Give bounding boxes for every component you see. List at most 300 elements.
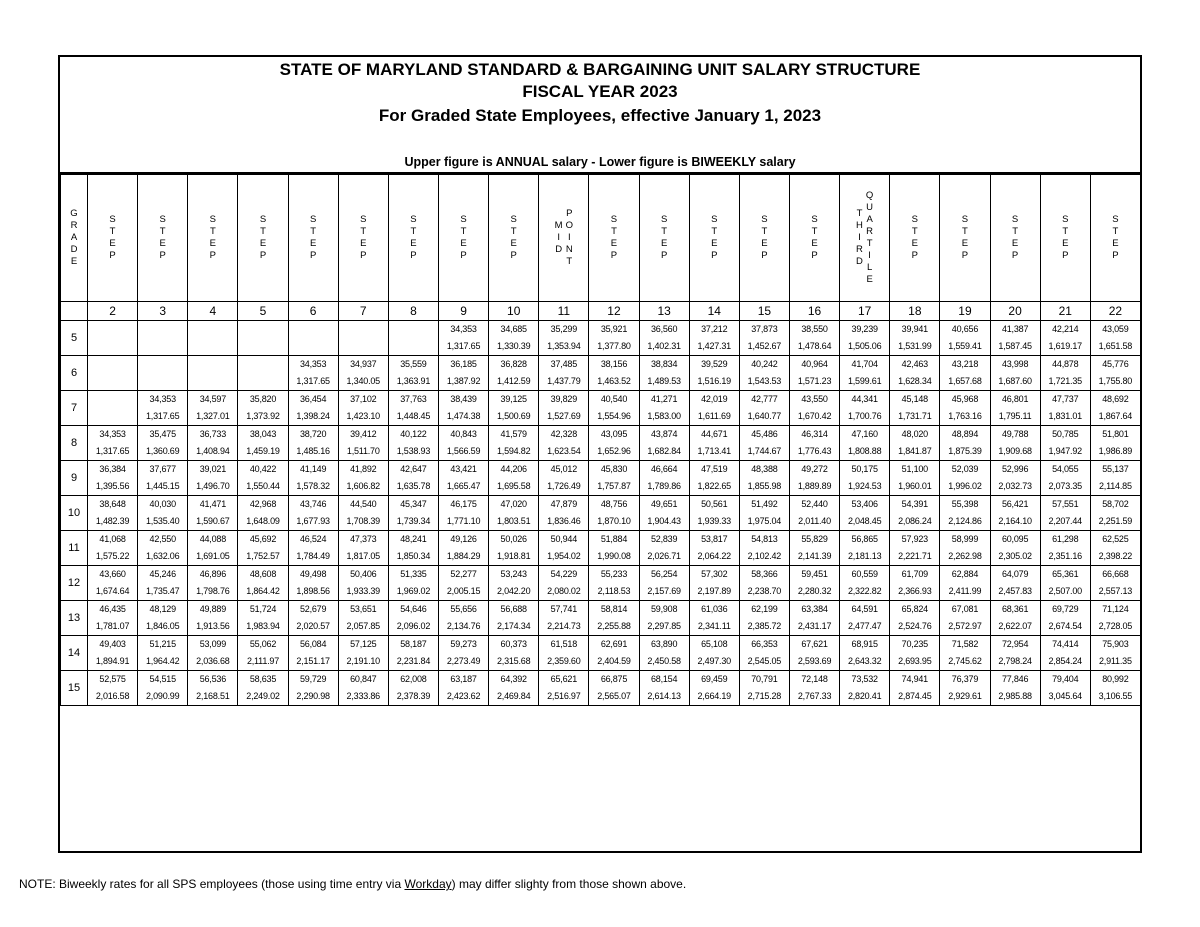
annual-salary: 38,043 (238, 426, 288, 444)
biweekly-salary: 1,652.96 (589, 443, 639, 461)
biweekly-salary: 2,042.20 (489, 583, 539, 601)
annual-salary: 43,095 (589, 426, 639, 444)
annual-salary: 58,187 (388, 636, 438, 654)
annual-salary: 46,175 (438, 496, 488, 514)
annual-salary: 79,404 (1040, 671, 1090, 689)
grade-label: 13 (61, 601, 88, 636)
biweekly-salary: 2,854.24 (1040, 653, 1090, 671)
annual-salary: 35,559 (388, 356, 438, 374)
annual-salary: 60,373 (489, 636, 539, 654)
biweekly-salary: 1,986.89 (1090, 443, 1140, 461)
annual-salary: 43,660 (88, 566, 138, 584)
biweekly-salary: 1,682.84 (639, 443, 689, 461)
step-header: S T E P (1090, 175, 1140, 302)
annual-salary: 60,095 (990, 531, 1040, 549)
grade-label: 14 (61, 636, 88, 671)
biweekly-salary: 1,735.47 (138, 583, 188, 601)
biweekly-salary: 1,651.58 (1090, 338, 1140, 356)
annual-salary: 66,668 (1090, 566, 1140, 584)
biweekly-salary: 1,648.09 (238, 513, 288, 531)
biweekly-salary: 1,933.39 (338, 583, 388, 601)
annual-salary: 40,242 (739, 356, 789, 374)
biweekly-salary: 1,340.05 (338, 373, 388, 391)
annual-salary: 38,648 (88, 496, 138, 514)
annual-salary: 54,646 (388, 601, 438, 619)
biweekly-salary: 1,583.00 (639, 408, 689, 426)
annual-salary: 45,012 (539, 461, 589, 479)
annual-salary: 42,647 (388, 461, 438, 479)
annual-salary: 55,656 (438, 601, 488, 619)
biweekly-salary: 1,831.01 (1040, 408, 1090, 426)
biweekly-salary: 2,622.07 (990, 618, 1040, 636)
annual-salary (388, 321, 438, 339)
biweekly-salary: 1,721.35 (1040, 373, 1090, 391)
annual-salary: 43,059 (1090, 321, 1140, 339)
annual-salary: 44,671 (689, 426, 739, 444)
biweekly-salary: 2,322.82 (840, 583, 890, 601)
biweekly-salary: 1,708.39 (338, 513, 388, 531)
annual-salary: 57,302 (689, 566, 739, 584)
biweekly-salary: 1,776.43 (789, 443, 839, 461)
table-row (61, 653, 1141, 671)
annual-salary: 40,422 (238, 461, 288, 479)
biweekly-salary: 1,657.68 (940, 373, 990, 391)
salary-structure-frame (58, 55, 1142, 853)
biweekly-salary: 2,249.02 (238, 688, 288, 706)
biweekly-salary: 2,102.42 (739, 548, 789, 566)
biweekly-salary: 1,713.41 (689, 443, 739, 461)
grade-column-blank (61, 302, 88, 321)
biweekly-salary: 2,404.59 (589, 653, 639, 671)
biweekly-salary: 1,983.94 (238, 618, 288, 636)
annual-salary: 65,361 (1040, 566, 1090, 584)
biweekly-salary: 2,297.85 (639, 618, 689, 636)
annual-salary: 49,788 (990, 426, 1040, 444)
annual-salary: 45,486 (739, 426, 789, 444)
annual-salary (238, 321, 288, 339)
biweekly-salary: 2,214.73 (539, 618, 589, 636)
table-row (61, 408, 1141, 426)
biweekly-salary: 1,587.45 (990, 338, 1040, 356)
annual-salary: 46,435 (88, 601, 138, 619)
biweekly-salary: 1,559.41 (940, 338, 990, 356)
biweekly-salary (88, 408, 138, 426)
annual-salary: 76,379 (940, 671, 990, 689)
biweekly-salary: 1,817.05 (338, 548, 388, 566)
annual-salary: 47,373 (338, 531, 388, 549)
annual-salary: 40,843 (438, 426, 488, 444)
biweekly-salary: 1,423.10 (338, 408, 388, 426)
biweekly-salary: 2,593.69 (789, 653, 839, 671)
biweekly-salary: 2,874.45 (890, 688, 940, 706)
step-number: 3 (138, 302, 188, 321)
annual-salary: 35,820 (238, 391, 288, 409)
biweekly-salary: 2,524.76 (890, 618, 940, 636)
biweekly-salary: 2,516.97 (539, 688, 589, 706)
biweekly-salary: 2,020.57 (288, 618, 338, 636)
biweekly-salary: 2,231.84 (388, 653, 438, 671)
biweekly-salary: 3,106.55 (1090, 688, 1140, 706)
annual-salary: 52,277 (438, 566, 488, 584)
step-header: S T E P (789, 175, 839, 302)
annual-salary: 35,299 (539, 321, 589, 339)
biweekly-salary: 1,463.52 (589, 373, 639, 391)
biweekly-salary: 1,566.59 (438, 443, 488, 461)
annual-salary: 49,498 (288, 566, 338, 584)
table-row (61, 443, 1141, 461)
annual-salary: 73,532 (840, 671, 890, 689)
annual-salary: 52,440 (789, 496, 839, 514)
biweekly-salary: 1,317.65 (288, 373, 338, 391)
biweekly-salary: 1,913.56 (188, 618, 238, 636)
annual-salary: 36,560 (639, 321, 689, 339)
annual-salary: 48,692 (1090, 391, 1140, 409)
biweekly-salary: 1,960.01 (890, 478, 940, 496)
annual-salary: 41,068 (88, 531, 138, 549)
annual-salary: 36,384 (88, 461, 138, 479)
table-row (61, 531, 1141, 549)
biweekly-salary: 2,080.02 (539, 583, 589, 601)
step-number: 17 (840, 302, 890, 321)
biweekly-salary: 2,614.13 (639, 688, 689, 706)
biweekly-salary (88, 338, 138, 356)
annual-salary (338, 321, 388, 339)
biweekly-salary: 1,640.77 (739, 408, 789, 426)
annual-salary (238, 356, 288, 374)
grade-label: 5 (61, 321, 88, 356)
step-header: S T E P (338, 175, 388, 302)
biweekly-salary: 2,111.97 (238, 653, 288, 671)
biweekly-salary: 2,191.10 (338, 653, 388, 671)
biweekly-salary: 1,691.05 (188, 548, 238, 566)
biweekly-salary: 1,677.93 (288, 513, 338, 531)
table-row (61, 461, 1141, 479)
biweekly-salary: 2,497.30 (689, 653, 739, 671)
midpoint-header: M I D P O I N T (539, 175, 589, 302)
biweekly-salary: 1,327.01 (188, 408, 238, 426)
annual-salary: 64,591 (840, 601, 890, 619)
annual-salary: 53,406 (840, 496, 890, 514)
biweekly-salary: 2,090.99 (138, 688, 188, 706)
annual-salary: 36,828 (489, 356, 539, 374)
table-row (61, 513, 1141, 531)
step-header: S T E P (138, 175, 188, 302)
biweekly-salary: 2,197.89 (689, 583, 739, 601)
step-number: 12 (589, 302, 639, 321)
annual-salary: 43,874 (639, 426, 689, 444)
table-row (61, 391, 1141, 409)
annual-salary: 51,100 (890, 461, 940, 479)
annual-salary: 65,824 (890, 601, 940, 619)
step-header: S T E P (890, 175, 940, 302)
table-subtitle: Upper figure is ANNUAL salary - Lower figure is BIWEEKLY salary (404, 155, 796, 169)
biweekly-salary: 1,482.39 (88, 513, 138, 531)
biweekly-salary: 1,969.02 (388, 583, 438, 601)
annual-salary: 72,954 (990, 636, 1040, 654)
biweekly-salary: 1,448.45 (388, 408, 438, 426)
annual-salary: 52,039 (940, 461, 990, 479)
annual-salary: 60,559 (840, 566, 890, 584)
annual-salary: 41,704 (840, 356, 890, 374)
annual-salary: 38,720 (288, 426, 338, 444)
biweekly-salary: 1,363.91 (388, 373, 438, 391)
annual-salary: 48,241 (388, 531, 438, 549)
grade-label: 10 (61, 496, 88, 531)
annual-salary: 65,621 (539, 671, 589, 689)
annual-salary: 48,608 (238, 566, 288, 584)
grade-label: 9 (61, 461, 88, 496)
biweekly-salary: 2,767.33 (789, 688, 839, 706)
annual-salary: 54,813 (739, 531, 789, 549)
annual-salary: 62,008 (388, 671, 438, 689)
biweekly-salary: 2,929.61 (940, 688, 990, 706)
biweekly-salary: 1,628.34 (890, 373, 940, 391)
biweekly-salary: 1,527.69 (539, 408, 589, 426)
biweekly-salary: 1,870.10 (589, 513, 639, 531)
annual-salary: 53,651 (338, 601, 388, 619)
biweekly-salary: 1,975.04 (739, 513, 789, 531)
annual-salary: 58,635 (238, 671, 288, 689)
annual-salary (88, 356, 138, 374)
annual-salary: 56,536 (188, 671, 238, 689)
biweekly-salary: 1,474.38 (438, 408, 488, 426)
annual-salary: 34,685 (489, 321, 539, 339)
biweekly-salary: 1,459.19 (238, 443, 288, 461)
biweekly-salary: 2,469.84 (489, 688, 539, 706)
annual-salary: 54,391 (890, 496, 940, 514)
annual-salary: 49,651 (639, 496, 689, 514)
annual-salary: 34,353 (438, 321, 488, 339)
biweekly-salary: 2,114.85 (1090, 478, 1140, 496)
biweekly-salary: 2,423.62 (438, 688, 488, 706)
annual-salary: 66,353 (739, 636, 789, 654)
annual-salary: 41,149 (288, 461, 338, 479)
biweekly-salary: 1,752.57 (238, 548, 288, 566)
grade-label: 6 (61, 356, 88, 391)
annual-salary: 62,691 (589, 636, 639, 654)
biweekly-salary: 1,803.51 (489, 513, 539, 531)
annual-salary: 56,688 (489, 601, 539, 619)
annual-salary: 74,414 (1040, 636, 1090, 654)
annual-salary: 50,785 (1040, 426, 1090, 444)
annual-salary: 37,212 (689, 321, 739, 339)
biweekly-salary: 2,728.05 (1090, 618, 1140, 636)
biweekly-salary: 2,011.40 (789, 513, 839, 531)
grade-label: 7 (61, 391, 88, 426)
annual-salary: 57,923 (890, 531, 940, 549)
biweekly-salary: 1,445.15 (138, 478, 188, 496)
biweekly-salary: 2,674.54 (1040, 618, 1090, 636)
biweekly-salary (338, 338, 388, 356)
biweekly-salary: 1,373.92 (238, 408, 288, 426)
annual-salary: 49,889 (188, 601, 238, 619)
biweekly-salary: 1,990.08 (589, 548, 639, 566)
annual-salary: 70,235 (890, 636, 940, 654)
biweekly-salary: 1,855.98 (739, 478, 789, 496)
biweekly-salary: 1,808.88 (840, 443, 890, 461)
annual-salary: 63,384 (789, 601, 839, 619)
biweekly-salary: 2,073.35 (1040, 478, 1090, 496)
biweekly-salary: 1,665.47 (438, 478, 488, 496)
third-quartile-header: T H I R D Q U A R T I L E (840, 175, 890, 302)
annual-salary: 48,129 (138, 601, 188, 619)
biweekly-salary: 2,985.88 (990, 688, 1040, 706)
grade-label: 8 (61, 426, 88, 461)
biweekly-salary: 1,875.39 (940, 443, 990, 461)
annual-salary: 50,944 (539, 531, 589, 549)
annual-salary: 56,865 (840, 531, 890, 549)
annual-salary: 68,361 (990, 601, 1040, 619)
step-header: S T E P (739, 175, 789, 302)
biweekly-salary: 2,341.11 (689, 618, 739, 636)
step-header: S T E P (88, 175, 138, 302)
biweekly-salary: 1,437.79 (539, 373, 589, 391)
step-number: 4 (188, 302, 238, 321)
annual-salary: 68,915 (840, 636, 890, 654)
annual-salary: 40,656 (940, 321, 990, 339)
biweekly-salary: 1,771.10 (438, 513, 488, 531)
biweekly-salary: 1,947.92 (1040, 443, 1090, 461)
biweekly-salary (388, 338, 438, 356)
biweekly-salary: 2,431.17 (789, 618, 839, 636)
biweekly-salary: 1,398.24 (288, 408, 338, 426)
biweekly-salary: 1,531.99 (890, 338, 940, 356)
annual-salary: 47,160 (840, 426, 890, 444)
annual-salary: 75,903 (1090, 636, 1140, 654)
biweekly-salary: 1,317.65 (438, 338, 488, 356)
annual-salary: 77,846 (990, 671, 1040, 689)
biweekly-salary: 1,898.56 (288, 583, 338, 601)
step-header: S T E P (589, 175, 639, 302)
annual-salary: 48,020 (890, 426, 940, 444)
biweekly-salary: 1,687.60 (990, 373, 1040, 391)
biweekly-salary: 2,057.85 (338, 618, 388, 636)
biweekly-salary: 2,164.10 (990, 513, 1040, 531)
step-header: S T E P (188, 175, 238, 302)
biweekly-salary: 1,894.91 (88, 653, 138, 671)
biweekly-salary: 1,496.70 (188, 478, 238, 496)
biweekly-salary: 1,700.76 (840, 408, 890, 426)
annual-salary: 48,894 (940, 426, 990, 444)
annual-salary: 52,996 (990, 461, 1040, 479)
annual-salary: 47,020 (489, 496, 539, 514)
biweekly-salary: 2,565.07 (589, 688, 639, 706)
annual-salary: 37,873 (739, 321, 789, 339)
table-row (61, 321, 1141, 339)
annual-salary: 60,847 (338, 671, 388, 689)
biweekly-salary: 1,798.76 (188, 583, 238, 601)
biweekly-salary: 2,545.05 (739, 653, 789, 671)
biweekly-salary: 1,402.31 (639, 338, 689, 356)
step-number: 20 (990, 302, 1040, 321)
biweekly-salary: 2,411.99 (940, 583, 990, 601)
biweekly-salary: 1,924.53 (840, 478, 890, 496)
biweekly-salary: 1,867.64 (1090, 408, 1140, 426)
table-row (61, 496, 1141, 514)
table-row (61, 426, 1141, 444)
biweekly-salary: 1,635.78 (388, 478, 438, 496)
annual-salary (288, 321, 338, 339)
annual-salary: 40,030 (138, 496, 188, 514)
biweekly-salary: 1,550.44 (238, 478, 288, 496)
table-row (61, 478, 1141, 496)
annual-salary: 58,702 (1090, 496, 1140, 514)
biweekly-salary: 2,064.22 (689, 548, 739, 566)
annual-salary: 40,964 (789, 356, 839, 374)
biweekly-salary: 2,280.32 (789, 583, 839, 601)
annual-salary: 41,471 (188, 496, 238, 514)
biweekly-salary: 2,693.95 (890, 653, 940, 671)
biweekly-salary: 2,016.58 (88, 688, 138, 706)
biweekly-salary: 2,251.59 (1090, 513, 1140, 531)
table-row (61, 688, 1141, 706)
annual-salary: 68,154 (639, 671, 689, 689)
biweekly-salary: 1,850.34 (388, 548, 438, 566)
annual-salary: 44,206 (489, 461, 539, 479)
annual-salary: 67,621 (789, 636, 839, 654)
biweekly-salary: 2,174.34 (489, 618, 539, 636)
annual-salary: 59,908 (639, 601, 689, 619)
annual-salary: 53,817 (689, 531, 739, 549)
annual-salary: 50,175 (840, 461, 890, 479)
step-number: 9 (438, 302, 488, 321)
biweekly-salary: 2,305.02 (990, 548, 1040, 566)
annual-salary: 37,485 (539, 356, 589, 374)
footnote-text-end: ) may differ slighty from those shown above. (451, 877, 687, 891)
biweekly-salary: 1,846.05 (138, 618, 188, 636)
annual-salary: 66,875 (589, 671, 639, 689)
annual-salary: 55,233 (589, 566, 639, 584)
biweekly-salary (288, 338, 338, 356)
annual-salary: 44,088 (188, 531, 238, 549)
biweekly-salary: 2,255.88 (589, 618, 639, 636)
annual-salary: 69,459 (689, 671, 739, 689)
biweekly-salary: 1,505.06 (840, 338, 890, 356)
biweekly-salary: 1,755.80 (1090, 373, 1140, 391)
biweekly-salary (238, 338, 288, 356)
biweekly-salary: 1,353.94 (539, 338, 589, 356)
annual-salary: 65,108 (689, 636, 739, 654)
biweekly-salary (138, 338, 188, 356)
annual-salary: 74,941 (890, 671, 940, 689)
annual-salary: 36,454 (288, 391, 338, 409)
annual-salary: 53,099 (188, 636, 238, 654)
table-row (61, 618, 1141, 636)
step-number: 14 (689, 302, 739, 321)
annual-salary: 45,692 (238, 531, 288, 549)
biweekly-salary: 1,784.49 (288, 548, 338, 566)
annual-salary: 55,062 (238, 636, 288, 654)
biweekly-salary: 2,457.83 (990, 583, 1040, 601)
grade-label: 12 (61, 566, 88, 601)
annual-salary: 40,122 (388, 426, 438, 444)
biweekly-salary: 2,207.44 (1040, 513, 1090, 531)
table-row (61, 636, 1141, 654)
biweekly-salary: 2,273.49 (438, 653, 488, 671)
annual-salary: 42,328 (539, 426, 589, 444)
workday-link[interactable]: Workday (404, 877, 452, 891)
annual-salary: 47,737 (1040, 391, 1090, 409)
biweekly-salary: 1,744.67 (739, 443, 789, 461)
annual-salary: 41,579 (489, 426, 539, 444)
biweekly-salary: 2,032.73 (990, 478, 1040, 496)
step-number: 16 (789, 302, 839, 321)
annual-salary: 42,777 (739, 391, 789, 409)
annual-salary: 42,968 (238, 496, 288, 514)
table-row (61, 671, 1141, 689)
biweekly-salary: 2,664.19 (689, 688, 739, 706)
biweekly-salary: 2,477.47 (840, 618, 890, 636)
